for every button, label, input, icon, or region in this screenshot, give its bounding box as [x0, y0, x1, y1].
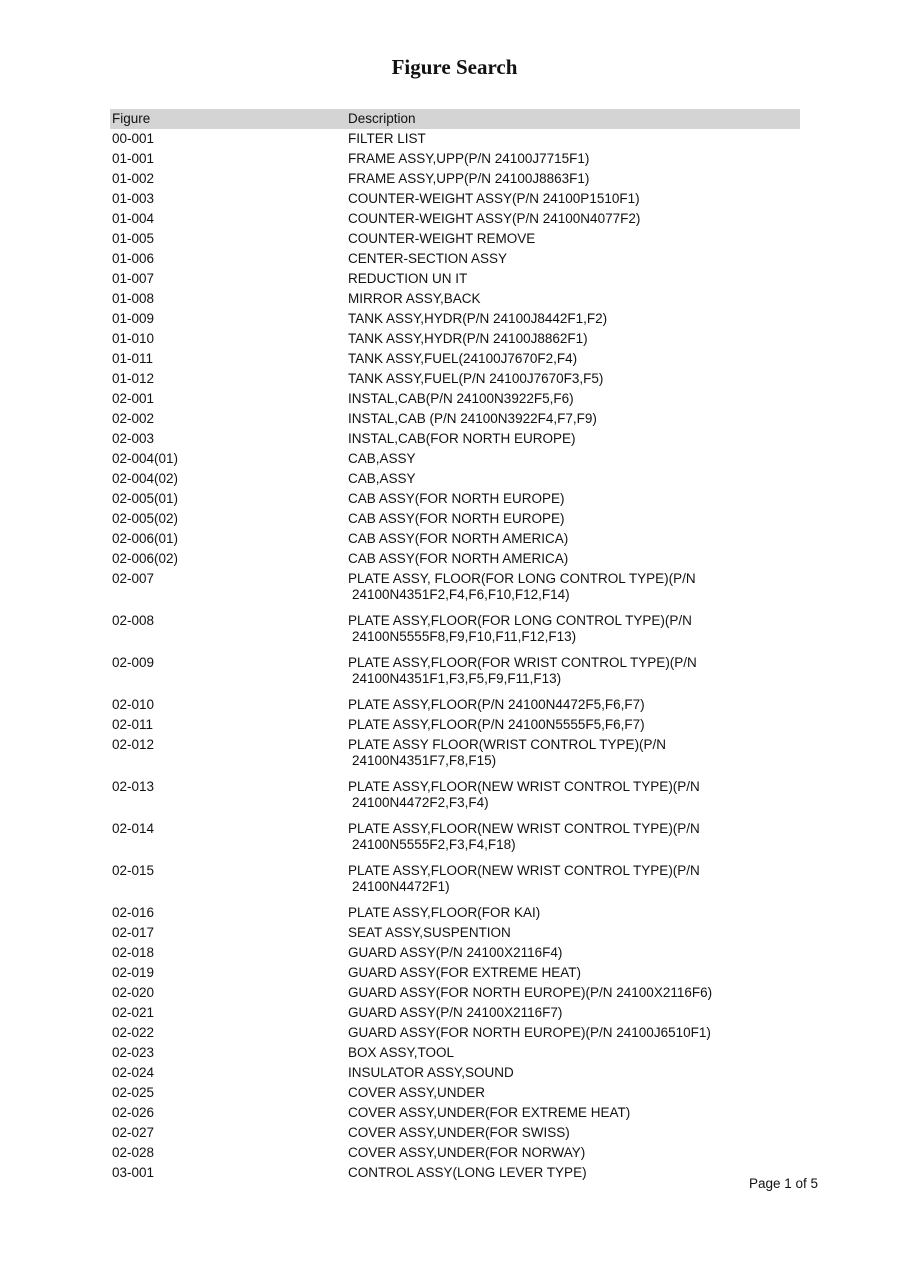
- figure-number: 01-009: [112, 311, 155, 326]
- figure-description: [348, 655, 800, 687]
- table-header: [110, 109, 800, 129]
- figure-number: 02-017: [112, 925, 155, 940]
- page-number: Page 1 of 5: [748, 1176, 818, 1191]
- description-line: CAB,ASSY: [348, 471, 416, 486]
- figure-number: 02-022: [112, 1025, 155, 1040]
- figure-number: 02-020: [112, 985, 155, 1000]
- description-line: PLATE ASSY FLOOR(WRIST CONTROL TYPE)(P/N: [348, 737, 667, 752]
- table-row: [110, 1083, 800, 1103]
- figure-number: 02-005(02): [112, 511, 179, 526]
- figure-number: 02-003: [112, 431, 155, 446]
- table-row: [110, 349, 800, 369]
- figure-description: [348, 571, 800, 603]
- figure-description: [348, 151, 800, 167]
- figure-description: [348, 925, 800, 941]
- description-line: INSTAL,CAB(FOR NORTH EUROPE): [348, 431, 576, 446]
- figure-description: [348, 1145, 800, 1161]
- description-line: PLATE ASSY,FLOOR(NEW WRIST CONTROL TYPE)(P/N: [348, 863, 700, 878]
- description-line: TANK ASSY,FUEL(P/N 24100J7670F3,F5): [348, 371, 604, 386]
- figure-number: 02-014: [112, 821, 155, 836]
- figure-description: [348, 311, 800, 327]
- figure-description: [348, 737, 800, 769]
- table-row: [110, 1063, 800, 1083]
- figure-description: [348, 821, 800, 853]
- figure-description: [348, 905, 800, 921]
- figure-description: [348, 271, 800, 287]
- description-line-continued: 24100N4472F2,F3,F4): [352, 795, 489, 810]
- description-line: GUARD ASSY(P/N 24100X2116F7): [348, 1005, 563, 1020]
- table-row: [110, 819, 800, 861]
- figure-number: 02-012: [112, 737, 155, 752]
- table-row: [110, 653, 800, 695]
- table-row: [110, 1143, 800, 1163]
- figure-number: 02-009: [112, 655, 155, 670]
- figure-description: [348, 471, 800, 487]
- figure-number: 01-001: [112, 151, 155, 166]
- table-row: [110, 389, 800, 409]
- description-line: PLATE ASSY,FLOOR(FOR WRIST CONTROL TYPE)(P/N: [348, 655, 697, 670]
- description-line: PLATE ASSY, FLOOR(FOR LONG CONTROL TYPE)(P/N: [348, 571, 696, 586]
- table-row: [110, 129, 800, 149]
- description-line: FILTER LIST: [348, 131, 426, 146]
- table-row: [110, 289, 800, 309]
- table-row: [110, 611, 800, 653]
- table-row: [110, 715, 800, 735]
- figure-number: 02-004(02): [112, 471, 179, 486]
- description-line: PLATE ASSY,FLOOR(FOR LONG CONTROL TYPE)(P/N: [348, 613, 692, 628]
- table-row: [110, 943, 800, 963]
- description-line: GUARD ASSY(FOR EXTREME HEAT): [348, 965, 582, 980]
- figure-description: [348, 191, 800, 207]
- table-row: [110, 489, 800, 509]
- description-line: BOX ASSY,TOOL: [348, 1045, 455, 1060]
- description-line: CAB ASSY(FOR NORTH EUROPE): [348, 511, 565, 526]
- description-line: CAB ASSY(FOR NORTH AMERICA): [348, 551, 569, 566]
- table-row: [110, 963, 800, 983]
- table-row: [110, 569, 800, 611]
- table-row: [110, 209, 800, 229]
- figure-description: [348, 1105, 800, 1121]
- description-line: PLATE ASSY,FLOOR(NEW WRIST CONTROL TYPE)(P/N: [348, 779, 700, 794]
- figure-number: 01-010: [112, 331, 155, 346]
- figure-description: [348, 511, 800, 527]
- table-row: [110, 249, 800, 269]
- table-row: [110, 1043, 800, 1063]
- table-row: [110, 329, 800, 349]
- table-row: [110, 409, 800, 429]
- description-line-continued: 24100N4351F2,F4,F6,F10,F12,F14): [352, 587, 570, 602]
- figure-number: 01-002: [112, 171, 155, 186]
- table-row: [110, 861, 800, 903]
- figure-number: 02-026: [112, 1105, 155, 1120]
- figure-description: [348, 717, 800, 733]
- description-line: GUARD ASSY(P/N 24100X2116F4): [348, 945, 563, 960]
- description-line: TANK ASSY,HYDR(P/N 24100J8442F1,F2): [348, 311, 608, 326]
- figure-description: [348, 779, 800, 811]
- table-row: [110, 923, 800, 943]
- description-line: PLATE ASSY,FLOOR(P/N 24100N4472F5,F6,F7): [348, 697, 645, 712]
- figure-description: [348, 697, 800, 713]
- figure-number: 01-006: [112, 251, 155, 266]
- table-row: [110, 429, 800, 449]
- figure-number: 02-015: [112, 863, 155, 878]
- figure-column-header: Figure: [112, 111, 151, 126]
- figure-description: [348, 231, 800, 247]
- figure-number: 02-013: [112, 779, 155, 794]
- figure-description: [348, 451, 800, 467]
- figure-description: [348, 331, 800, 347]
- figure-number: 02-010: [112, 697, 155, 712]
- table-row: [110, 695, 800, 715]
- figure-number: 02-008: [112, 613, 155, 628]
- table-row: [110, 903, 800, 923]
- figure-description: [348, 131, 800, 147]
- figure-description: [348, 1005, 800, 1021]
- description-line-continued: 24100N4472F1): [352, 879, 450, 894]
- description-line: MIRROR ASSY,BACK: [348, 291, 481, 306]
- table-row: [110, 469, 800, 489]
- figure-number: 02-027: [112, 1125, 155, 1140]
- figure-description: [348, 351, 800, 367]
- description-line: GUARD ASSY(FOR NORTH EUROPE)(P/N 24100J6510F1): [348, 1025, 711, 1040]
- description-line: CENTER-SECTION ASSY: [348, 251, 508, 266]
- description-line: SEAT ASSY,SUSPENTION: [348, 925, 511, 940]
- description-line: INSTAL,CAB(P/N 24100N3922F5,F6): [348, 391, 574, 406]
- figure-number: 01-011: [112, 351, 154, 366]
- figure-description: [348, 1085, 800, 1101]
- description-line-continued: 24100N5555F8,F9,F10,F11,F12,F13): [352, 629, 577, 644]
- figure-number: 02-006(01): [112, 531, 179, 546]
- figure-number: 03-001: [112, 1165, 155, 1180]
- table-row: [110, 983, 800, 1003]
- figure-number: 02-016: [112, 905, 155, 920]
- description-line-continued: 24100N4351F1,F3,F5,F9,F11,F13): [352, 671, 562, 686]
- figure-number: 02-021: [112, 1005, 155, 1020]
- description-line: PLATE ASSY,FLOOR(FOR KAI): [348, 905, 541, 920]
- table-row: [110, 229, 800, 249]
- table-row: [110, 149, 800, 169]
- description-column-header: Description: [348, 111, 416, 126]
- description-line: INSULATOR ASSY,SOUND: [348, 1065, 514, 1080]
- description-line: COUNTER-WEIGHT ASSY(P/N 24100N4077F2): [348, 211, 641, 226]
- table-row: [110, 269, 800, 289]
- figure-description: [348, 1045, 800, 1061]
- description-line: PLATE ASSY,FLOOR(NEW WRIST CONTROL TYPE)(P/N: [348, 821, 700, 836]
- figure-description: [348, 491, 800, 507]
- description-line: COUNTER-WEIGHT ASSY(P/N 24100P1510F1): [348, 191, 640, 206]
- table-row: [110, 1003, 800, 1023]
- description-line: CAB ASSY(FOR NORTH AMERICA): [348, 531, 569, 546]
- figure-number: 02-018: [112, 945, 155, 960]
- figure-description: [348, 371, 800, 387]
- description-line: TANK ASSY,HYDR(P/N 24100J8862F1): [348, 331, 588, 346]
- figure-description: [348, 171, 800, 187]
- table-row: [110, 309, 800, 329]
- description-line: REDUCTION UN IT: [348, 271, 468, 286]
- figure-number: 00-001: [112, 131, 155, 146]
- figure-number: 01-007: [112, 271, 155, 286]
- figure-number: 02-028: [112, 1145, 155, 1160]
- description-line: COVER ASSY,UNDER(FOR SWISS): [348, 1125, 570, 1140]
- table-row: [110, 529, 800, 549]
- table-row: [110, 449, 800, 469]
- figure-table: [110, 109, 800, 1183]
- figure-description: [348, 251, 800, 267]
- table-row: [110, 369, 800, 389]
- figure-description: [348, 411, 800, 427]
- table-body: [110, 129, 800, 1183]
- table-row: [110, 549, 800, 569]
- description-line: TANK ASSY,FUEL(24100J7670F2,F4): [348, 351, 578, 366]
- description-line: PLATE ASSY,FLOOR(P/N 24100N5555F5,F6,F7): [348, 717, 645, 732]
- table-row: [110, 169, 800, 189]
- figure-description: [348, 391, 800, 407]
- figure-description: [348, 291, 800, 307]
- figure-description: [348, 1065, 800, 1081]
- figure-number: 02-005(01): [112, 491, 179, 506]
- figure-description: [348, 1125, 800, 1141]
- description-line: FRAME ASSY,UPP(P/N 24100J8863F1): [348, 171, 590, 186]
- description-line: FRAME ASSY,UPP(P/N 24100J7715F1): [348, 151, 590, 166]
- figure-number: 01-003: [112, 191, 155, 206]
- description-line: COVER ASSY,UNDER(FOR NORWAY): [348, 1145, 586, 1160]
- description-line-continued: 24100N4351F7,F8,F15): [352, 753, 497, 768]
- figure-number: 02-025: [112, 1085, 155, 1100]
- table-row: [110, 189, 800, 209]
- figure-description: [348, 551, 800, 567]
- figure-number: 02-023: [112, 1045, 155, 1060]
- figure-number: 02-006(02): [112, 551, 179, 566]
- table-row: [110, 1123, 800, 1143]
- description-line: COUNTER-WEIGHT REMOVE: [348, 231, 536, 246]
- figure-number: 01-004: [112, 211, 155, 226]
- description-line: CAB,ASSY: [348, 451, 416, 466]
- table-row: [110, 735, 800, 777]
- description-line: COVER ASSY,UNDER: [348, 1085, 486, 1100]
- figure-description: [348, 211, 800, 227]
- figure-description: [348, 1025, 800, 1041]
- figure-description: [348, 965, 800, 981]
- page-title: Figure Search: [391, 55, 518, 79]
- figure-description: [348, 985, 800, 1001]
- description-line: GUARD ASSY(FOR NORTH EUROPE)(P/N 24100X2116F6): [348, 985, 713, 1000]
- description-line: CONTROL ASSY(LONG LEVER TYPE): [348, 1165, 587, 1180]
- figure-number: 02-024: [112, 1065, 155, 1080]
- figure-description: [348, 613, 800, 645]
- figure-number: 01-005: [112, 231, 155, 246]
- table-row: [110, 509, 800, 529]
- table-row: [110, 1163, 800, 1183]
- figure-description: [348, 531, 800, 547]
- figure-number: 02-001: [112, 391, 155, 406]
- figure-number: 02-007: [112, 571, 155, 586]
- table-row: [110, 777, 800, 819]
- figure-number: 01-008: [112, 291, 155, 306]
- figure-description: [348, 945, 800, 961]
- figure-description: [348, 863, 800, 895]
- figure-number: 02-019: [112, 965, 155, 980]
- figure-number: 02-004(01): [112, 451, 179, 466]
- description-line: COVER ASSY,UNDER(FOR EXTREME HEAT): [348, 1105, 631, 1120]
- figure-number: 02-011: [112, 717, 154, 732]
- table-row: [110, 1023, 800, 1043]
- figure-number: 01-012: [112, 371, 155, 386]
- table-row: [110, 1103, 800, 1123]
- figure-description: [348, 431, 800, 447]
- description-line: INSTAL,CAB (P/N 24100N3922F4,F7,F9): [348, 411, 597, 426]
- description-line-continued: 24100N5555F2,F3,F4,F18): [352, 837, 516, 852]
- description-line: CAB ASSY(FOR NORTH EUROPE): [348, 491, 565, 506]
- figure-number: 02-002: [112, 411, 155, 426]
